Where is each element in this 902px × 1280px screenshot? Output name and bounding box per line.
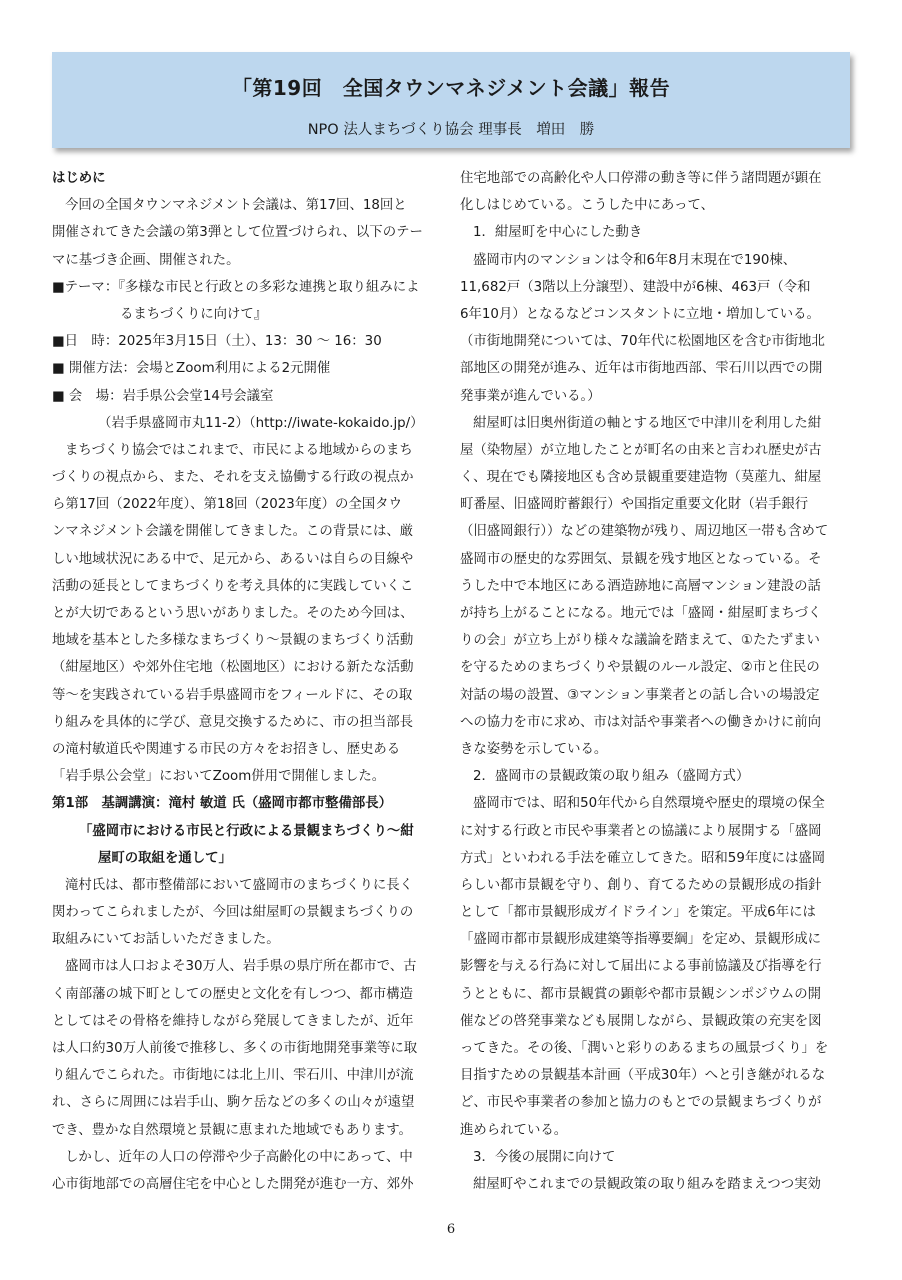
text-line: れ、さらに周囲には岩手山、駒ケ岳などの多くの山々が遠望 bbox=[52, 1095, 415, 1111]
text-line: （旧盛岡銀行））などの建築物が残り、周辺地区一帯も含めて bbox=[460, 524, 829, 540]
text-line: うした中で本地区にある酒造跡地に高層マンション建設の話 bbox=[460, 578, 821, 594]
text-line: マに基づき企画、開催された。 bbox=[52, 252, 240, 268]
text-line: 等～を実践されている岩手県盛岡市をフィールドに、その取 bbox=[52, 687, 413, 703]
text-line: 盛岡市では、昭和50年代から自然環境や歴史的環境の保全 bbox=[473, 796, 825, 812]
text-line: 6年10月）となるなどコンスタントに立地・増加している。 bbox=[460, 306, 820, 322]
right-column bbox=[460, 165, 850, 1198]
text-line: として「都市景観形成ガイドライン」を策定。平成6年には bbox=[460, 905, 816, 921]
text-line: 屋（染物屋）が立地したことが町名の由来と言われ歴史が古 bbox=[460, 442, 822, 458]
text-line: 町番屋、旧盛岡貯蓄銀行）や国指定重要文化財（岩手銀行 bbox=[460, 497, 809, 513]
text-line: 紺屋町やこれまでの景観政策の取り組みを踏まえつつ実効 bbox=[473, 1176, 821, 1192]
text-line: 心市街地部での高層住宅を中心とした開発が進む一方、郊外 bbox=[52, 1176, 414, 1192]
text-line: り組んでこられた。市街地には北上川、雫石川、中津川が流 bbox=[52, 1068, 414, 1084]
text-line: 発事業が進んでいる。） bbox=[460, 388, 601, 404]
text-line: 11,682戸（3階以上分譲型）、建設中が6棟、463戸（令和 bbox=[460, 279, 811, 295]
text-line: 対話の場の設置、③マンション事業者との話し合いの場設定 bbox=[460, 687, 820, 703]
text-line: 住宅地部での高齢化や人口停滞の動き等に伴う諸問題が顕在 bbox=[460, 171, 822, 186]
text-line: の滝村敏道氏や関連する市民の方々をお招きし、歴史ある bbox=[52, 741, 401, 757]
text-line: く、現在でも隣接地区も含め景観重要建造物（茣蓙九、紺屋 bbox=[460, 470, 822, 486]
text-line: はじめに bbox=[52, 171, 106, 186]
article-title: 「第19回 全国タウンマネジメント会議」報告 bbox=[231, 76, 671, 100]
text-line: 滝村氏は、都市整備部において盛岡市のまちづくりに長く bbox=[65, 877, 414, 893]
text-line: きな姿勢を示している。 bbox=[460, 741, 608, 757]
text-line: ってきた。その後、「潤いと彩りのあるまちの風景づくり」を bbox=[460, 1041, 829, 1056]
text-line: （岩手県盛岡市丸11-2）（http://iwate-kokaido.jp/） bbox=[98, 415, 424, 431]
text-line: 活動の延長としてまちづくりを考え具体的に実践していくこ bbox=[52, 578, 414, 594]
text-line: 盛岡市内のマンションは令和6年8月末現在で190棟、 bbox=[473, 252, 797, 268]
text-line: とが大切であるという思いがありました。そのため今回は、 bbox=[52, 606, 414, 621]
text-line: 「岩手県公会堂」においてZoom併用で開催しました。 bbox=[52, 769, 386, 785]
text-line: 紺屋町は旧奥州街道の軸とする地区で中津川を利用した紺 bbox=[473, 415, 822, 431]
text-line: 「盛岡市都市景観形成建築等指導要綱」を定め、景観形成に bbox=[460, 932, 822, 948]
text-line: 方式」といわれる手法を確立してきた。昭和59年度には盛岡 bbox=[460, 850, 826, 866]
text-line: ■日 時：2025年3月15日（土）、13：30 ～ 16：30 bbox=[52, 334, 382, 350]
page-number: 6 bbox=[446, 1222, 456, 1237]
text-line: 地域を基本とした多様なまちづくり～景観のまちづくり活動 bbox=[52, 633, 414, 649]
text-line: を守るためのまちづくりや景観のルール設定、②市と住民の bbox=[460, 660, 820, 676]
text-line: 今回の全国タウンマネジメント会議は、第17回、18回と bbox=[65, 198, 407, 214]
text-line: 関わってこられましたが、今回は紺屋町の景観まちづくりの bbox=[52, 905, 414, 921]
text-line: づくりの視点から、また、それを支え協働する行政の視点か bbox=[52, 470, 414, 486]
text-line: 開催されてきた会議の第3弾として位置づけられ、以下のテー bbox=[52, 225, 423, 241]
text-line: 影響を与える行為に対して届出による事前協議及び指導を行 bbox=[460, 959, 822, 975]
text-line: は人口約30万人前後で推移し、多くの市街地開発事業等に取 bbox=[52, 1041, 418, 1056]
text-line: うとともに、都市景観賞の顕彰や都市景観シンポジウムの開 bbox=[460, 986, 822, 1002]
text-line: ■テーマ：『多様な市民と行政との多彩な連携と取り組みによ bbox=[52, 279, 420, 295]
text-line: ど、市民や事業者の参加と協力のもとでの景観まちづくりが bbox=[460, 1095, 822, 1111]
text-line: 2．盛岡市の景観政策の取り組み（盛岡方式） bbox=[473, 769, 750, 785]
text-line: ンマネジメント会議を開催してきました。この背景には、厳 bbox=[52, 524, 414, 540]
text-line: 第1部 基調講演：滝村 敏道 氏（盛岡市都市整備部長） bbox=[52, 796, 393, 812]
text-line: 3．今後の展開に向けて bbox=[473, 1149, 616, 1165]
article-author: NPO 法人まちづくり協会 理事長 増田 勝 bbox=[307, 122, 595, 138]
article-header bbox=[52, 52, 850, 148]
text-line: （市街地開発については、70年代に松園地区を含む市街地北 bbox=[460, 334, 825, 350]
text-line: 取組みにいてお話しいただきました。 bbox=[52, 932, 280, 948]
text-line: （紺屋地区）や郊外住宅地（松園地区）における新たな活動 bbox=[52, 660, 414, 676]
text-line: への協力を市に求め、市は対話や事業者への働きかけに前向 bbox=[460, 714, 822, 730]
text-line: く南部藩の城下町としての歴史と文化を有しつつ、都市構造 bbox=[52, 986, 414, 1002]
text-line: 盛岡市の歴史的な雰囲気、景観を残す地区となっている。そ bbox=[460, 551, 822, 567]
text-line: ■ 開催方法：会場とZoom利用による2元開催 bbox=[52, 361, 331, 377]
text-line: 進められている。 bbox=[460, 1122, 568, 1138]
text-line: 屋町の取組を通して」 bbox=[98, 850, 232, 866]
text-line: 盛岡市は人口およそ30万人、岩手県の県庁所在都市で、古 bbox=[65, 959, 417, 975]
text-line: しかし、近年の人口の停滞や少子高齢化の中にあって、中 bbox=[65, 1149, 413, 1165]
text-line: 催などの啓発事業なども展開しながら、景観政策の充実を図 bbox=[460, 1013, 822, 1029]
text-line: りの会」が立ち上がり様々な議論を踏まえて、①たたずまい bbox=[460, 633, 820, 649]
text-line: でき、豊かな自然環境と景観に恵まれた地域でもあります。 bbox=[52, 1122, 412, 1138]
text-line: 「盛岡市における市民と行政による景観まちづくり～紺 bbox=[79, 823, 414, 839]
text-line: 目指すための景観基本計画（平成30年）へと引き継がれるな bbox=[460, 1068, 826, 1084]
text-line: まちづくり協会ではこれまで、市民による地域からのまち bbox=[65, 442, 413, 458]
text-line: ■ 会 場：岩手県公会堂14号会議室 bbox=[52, 388, 274, 404]
text-line: としてはその骨格を維持しながら発展してきましたが、近年 bbox=[52, 1013, 414, 1029]
left-column bbox=[52, 165, 442, 1198]
text-line: 化しはじめている。こうした中にあって、 bbox=[460, 198, 715, 214]
text-line: らしい都市景観を守り、創り、育てるための景観形成の指針 bbox=[460, 877, 822, 893]
text-line: が持ち上がることになる。地元では「盛岡・紺屋町まちづく bbox=[460, 606, 822, 621]
text-line: るまちづくりに向けて』 bbox=[120, 306, 268, 322]
text-line: ら第17回（2022年度）、第18回（2023年度）の全国タウ bbox=[52, 497, 402, 513]
text-line: 1．紺屋町を中心にした動き bbox=[473, 225, 643, 241]
text-line: 部地区の開発が進み、近年は市街地西部、雫石川以西での開 bbox=[460, 361, 823, 377]
text-line: しい地域状況にある中で、足元から、あるいは自らの目線や bbox=[52, 551, 414, 567]
text-line: り組みを具体的に学び、意見交換するために、市の担当部長 bbox=[52, 714, 414, 730]
text-line: に対する行政と市民や事業者との協議により展開する「盛岡 bbox=[460, 823, 822, 839]
